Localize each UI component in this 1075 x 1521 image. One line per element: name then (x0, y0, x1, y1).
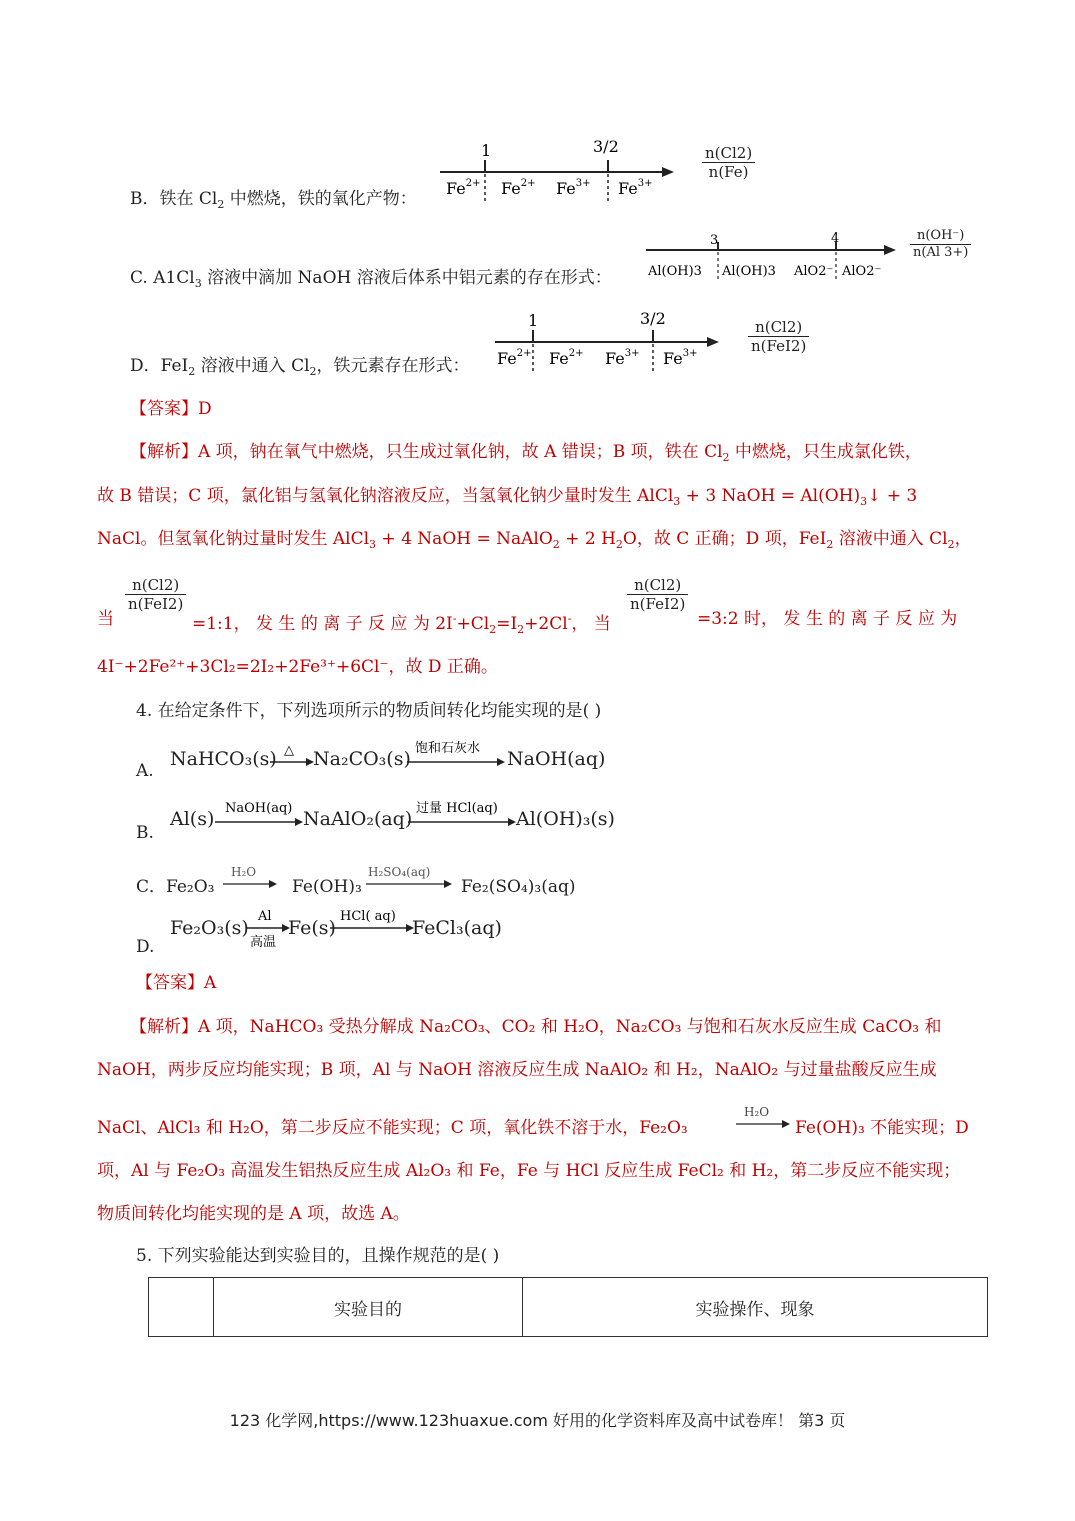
tick-label: 3/2 (593, 137, 619, 156)
option-c-ratio: $\frac{n(OH^-)}{n(Al 3+)}$ (910, 228, 971, 261)
q4-option-b-label: B. (136, 823, 154, 843)
tick-label: 3 (710, 233, 719, 248)
svg-text:高温: 高温 (250, 935, 277, 950)
region-label: $Fe^{3+}$ (618, 178, 653, 198)
q4-answer: 【答案】A (136, 973, 217, 993)
tick-label: 1 (481, 141, 492, 160)
q5-table (148, 1277, 988, 1337)
q3-analysis-line-1: 【解析】A 项，钠在氧气中燃烧，只生成过氧化钠，故 A 错误；B 项，铁在 $Cl_2$ 中燃烧，只生成氯化铁， (130, 442, 922, 464)
svg-text:H₂O: H₂O (231, 865, 257, 879)
region-label: Al(OH)3 (648, 264, 702, 279)
q4-option-a-s1: NaHCO₃(s) (170, 748, 277, 770)
q4-analysis-line-4: 项，Al 与 Fe₂O₃ 高温发生铝热反应生成 Al₂O₃ 和 Fe，Fe 与 HCl 反应生成 FeCl₂ 和 H₂，第二步反应不能实现； (97, 1161, 961, 1181)
region-label: $Fe^{2+}$ (446, 178, 481, 198)
option-d-ratio: $\frac{n(Cl2)}{\text{n(FeI2)}}$ (748, 318, 809, 355)
q3-analysis-line-5: 4I⁻+2Fe²⁺+3Cl₂=2I₂+2Fe³⁺+6Cl⁻，故 D 正确。 (97, 657, 498, 677)
svg-text:过量 HCl(aq): 过量 HCl(aq) (416, 801, 498, 816)
option-d-text: D．FeI$_2$ 溶液中通入 $Cl_2$，铁元素存在形式： (130, 356, 470, 378)
region-label: $Fe^{3+}$ (663, 348, 698, 368)
q5-stem: 5. 下列实验能达到实验目的，且操作规范的是( ) (136, 1246, 500, 1266)
q4-option-c-label: C．Fe₂O₃ (136, 877, 215, 897)
svg-text:H₂SO₄(aq): H₂SO₄(aq) (368, 865, 431, 879)
region-label: $Fe^{3+}$ (605, 348, 640, 368)
region-label: $Fe^{2+}$ (501, 178, 536, 198)
region-label: $Fe^{3+}$ (556, 178, 591, 198)
q4-analysis-line-1: 【解析】A 项，NaHCO₃ 受热分解成 Na₂CO₃、CO₂ 和 H₂O，Na₂CO₃ 与饱和石灰水反应生成 CaCO₃ 和 (130, 1017, 942, 1037)
option-b-text: B．铁在 $Cl_2$ 中燃烧，铁的氧化产物： (130, 189, 417, 211)
q4-analysis-line-3a: NaCl、AlCl₃ 和 H₂O，第二步反应不能实现；C 项，氧化铁不溶于水，Fe₂O₃ (97, 1118, 688, 1138)
svg-text:H₂O: H₂O (744, 1105, 770, 1119)
option-b-ratio: $\frac{n(Cl2)}{n(Fe)}$ (702, 144, 755, 181)
q4-option-b-s1: Al(s) (170, 808, 215, 830)
q4-analysis-line-3b: Fe(OH)₃ 不能实现；D (795, 1118, 969, 1138)
q3-analysis-line-4: 当 (97, 609, 114, 629)
q4-option-d-s2: Fe(s) (288, 917, 336, 939)
q4-option-c-s3: Fe₂(SO₄)₃(aq) (461, 877, 576, 897)
q4-option-b-s2: NaAlO₂(aq) (303, 808, 413, 830)
svg-text:NaOH(aq): NaOH(aq) (225, 801, 293, 816)
table-header-cell: 实验目的 (214, 1278, 523, 1337)
arrow (364, 862, 454, 892)
region-label: Al(OH)3 (722, 264, 776, 279)
option-c-text: C. $A1Cl_3$ 溶液中滴加 NaOH 溶液后体系中铝元素的存在形式： (130, 268, 612, 290)
arrow (734, 1102, 792, 1132)
option-b-axis-diagram (438, 132, 678, 207)
arrow (328, 904, 416, 938)
arrow (406, 796, 518, 832)
q3-analysis-line-4c: =3:2 时， 发 生 的 离 子 反 应 为 (697, 609, 958, 629)
q4-stem: 4. 在给定条件下，下列选项所示的物质间转化均能实现的是( ) (136, 701, 602, 721)
q4-option-d-label: D. (136, 937, 155, 957)
arrow (268, 738, 316, 772)
svg-text:HCl( aq): HCl( aq) (340, 909, 396, 924)
option-c-axis-diagram (644, 228, 904, 286)
table-header-cell: 实验操作、现象 (523, 1278, 988, 1337)
tick-label: 1 (528, 311, 539, 330)
q4-option-c-s2: Fe(OH)₃ (292, 877, 362, 897)
arrow (221, 862, 279, 892)
svg-text:△: △ (284, 743, 294, 758)
q4-option-a-label: A. (136, 761, 154, 781)
q4-option-a-s3: NaOH(aq) (507, 748, 606, 770)
region-label: $Fe^{2+}$ (549, 348, 584, 368)
q3-ratio-2: $\frac{n(Cl2)}{\text{n(FeI2)}}$ (627, 576, 688, 613)
svg-text:Al: Al (258, 909, 272, 924)
tick-label: 4 (831, 231, 840, 246)
q3-analysis-line-3: NaCl。但氢氧化钠过量时发生 AlCl$_3$ + 4 NaOH = NaAlO$_2$ + 2 $H_2O$，故 C 正确；D 项，FeI$_2$ 溶液中通入 $Cl_2$， (97, 529, 972, 551)
page-footer: 123 化学网,https://www.123huaxue.com 好用的化学资料库及高中试卷库！ 第3 页 (229, 1411, 846, 1430)
arrow (213, 796, 305, 832)
q3-ratio-1: $\frac{n(Cl2)}{\text{n(FeI2)}}$ (125, 576, 186, 613)
tick-label: 3/2 (640, 309, 666, 328)
q4-option-d-s1: Fe₂O₃(s) (170, 917, 249, 939)
q4-analysis-line-5: 物质间转化均能实现的是 A 项，故选 A。 (97, 1204, 410, 1224)
region-label: $Fe^{2+}$ (497, 348, 532, 368)
q3-answer: 【答案】D (130, 399, 212, 419)
table-header-cell (149, 1278, 214, 1337)
svg-text:饱和石灰水: 饱和石灰水 (415, 741, 481, 756)
table-header-row (149, 1278, 988, 1337)
arrow (405, 736, 507, 772)
arrow (244, 904, 292, 950)
q4-analysis-line-2: NaOH，两步反应均能实现；B 项，Al 与 NaOH 溶液反应生成 NaAlO₂ 和 H₂，NaAlO₂ 与过量盐酸反应生成 (97, 1060, 937, 1080)
region-label: AlO2⁻ (794, 264, 834, 279)
q4-option-a-s2: Na₂CO₃(s) (313, 748, 411, 770)
option-d-axis-diagram (493, 306, 728, 376)
q4-option-b-s3: Al(OH)₃(s) (516, 808, 615, 830)
q3-analysis-line-4b: =1:1， 发 生 的 离 子 反 应 为 $2I^-+Cl_2=I_2+2Cl^-$， 当 (192, 612, 611, 636)
region-label: AlO2⁻ (842, 264, 882, 279)
q3-analysis-line-2: 故 B 错误；C 项，氯化铝与氢氧化钠溶液反应，当氢氧化钠少量时发生 AlCl$_3$ + 3 NaOH = $Al(OH)_3↓ + 3$ (97, 486, 918, 508)
q4-option-d-s3: FeCl₃(aq) (412, 917, 502, 939)
